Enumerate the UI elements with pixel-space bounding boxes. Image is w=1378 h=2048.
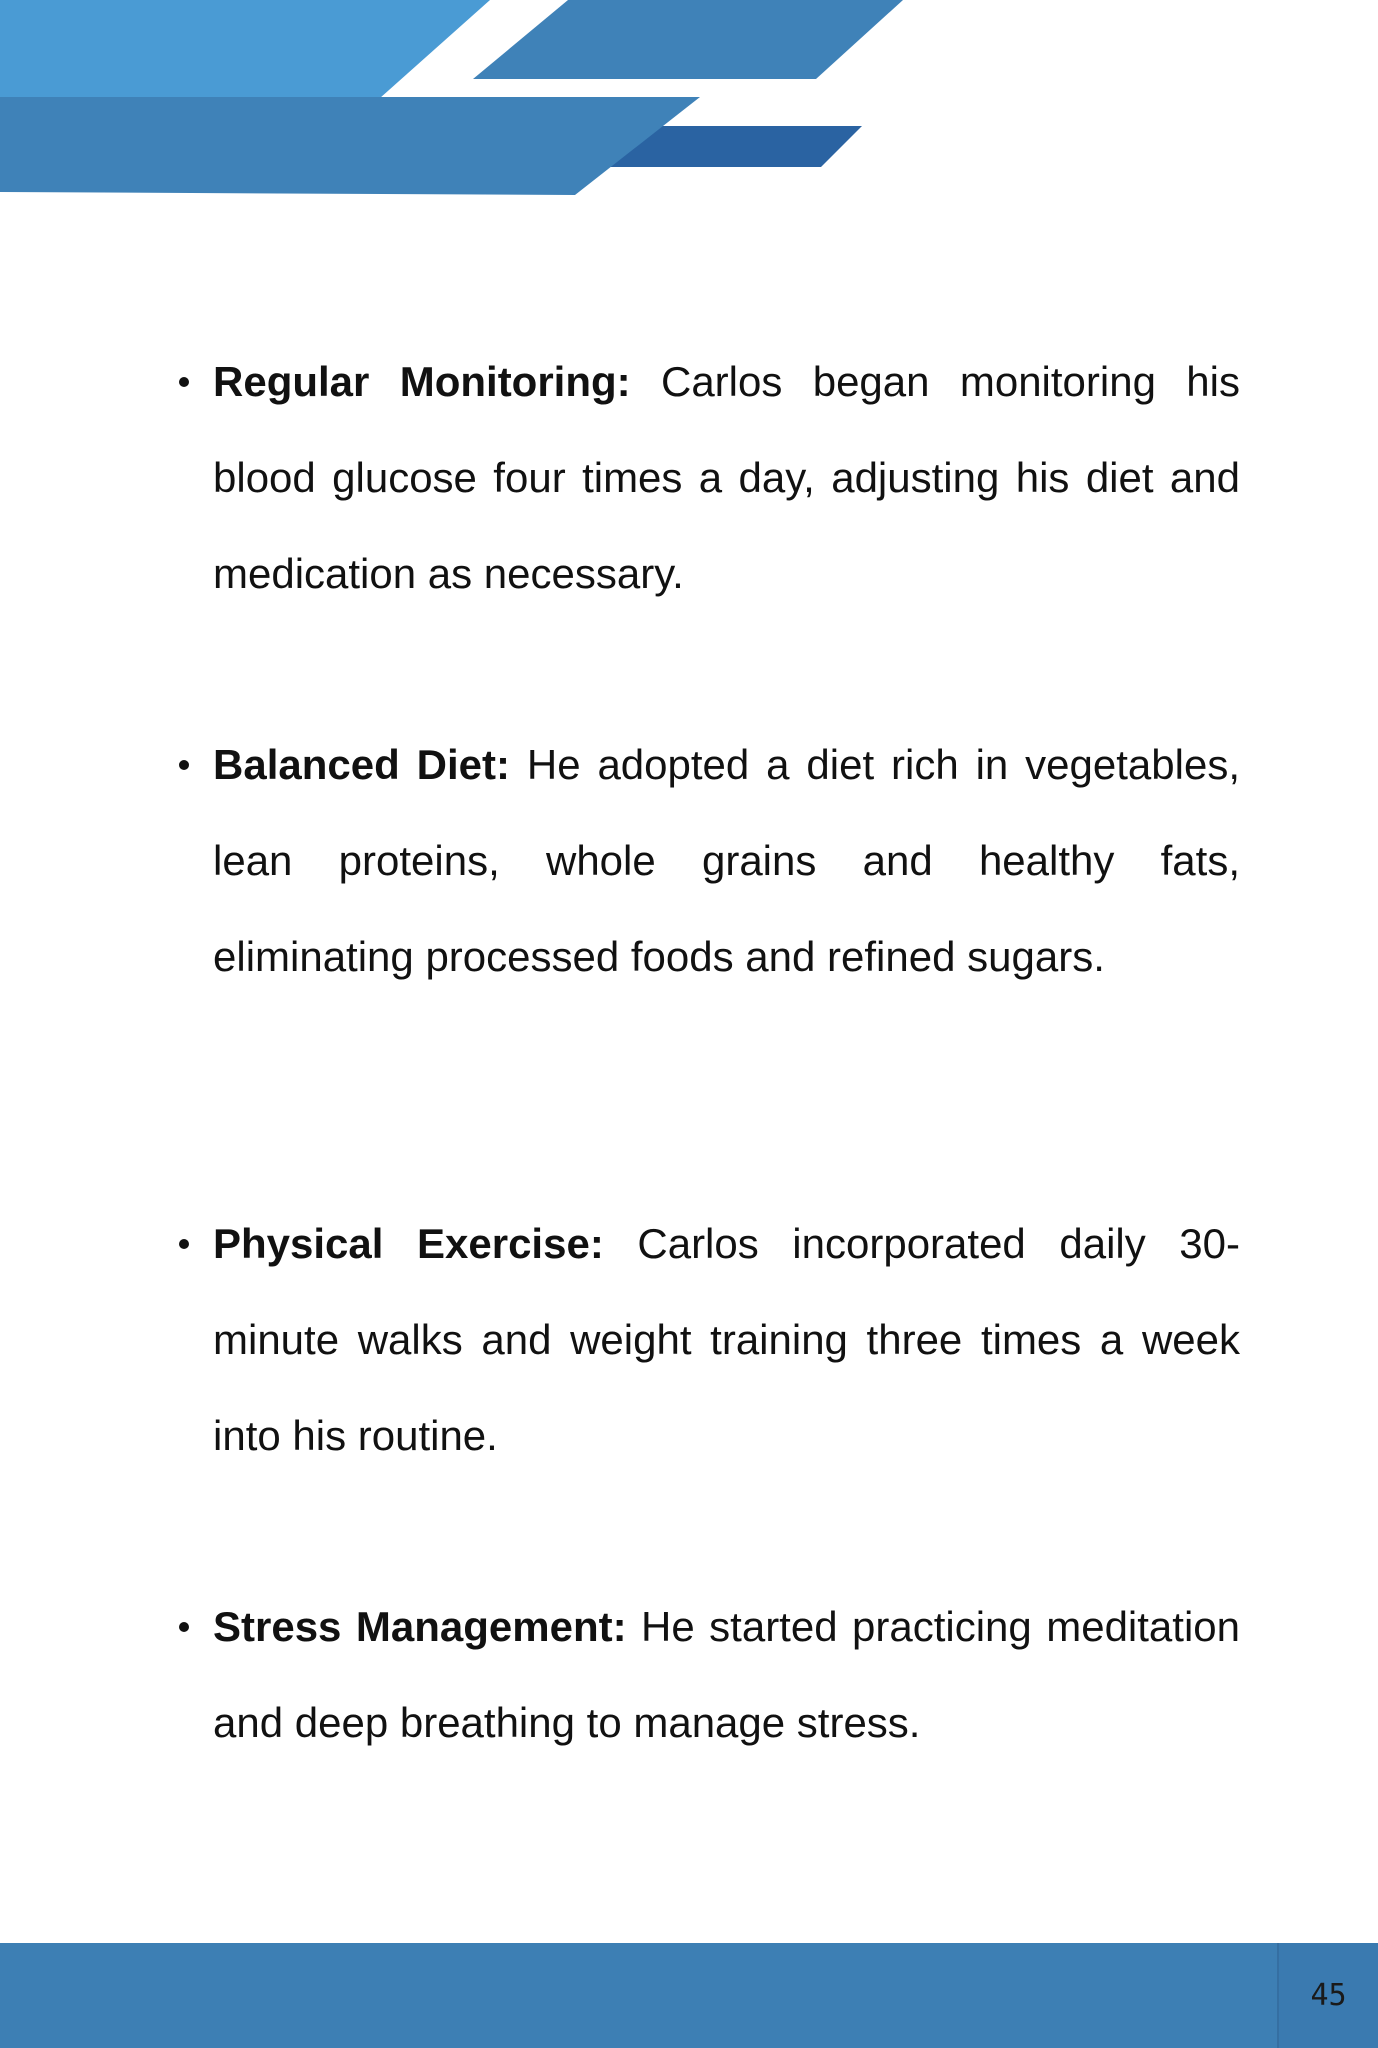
bullet-term: Stress Management: xyxy=(213,1603,627,1650)
page-number: 45 xyxy=(1277,1943,1378,2048)
bullet-dot xyxy=(179,377,189,387)
header-band-main xyxy=(0,97,700,195)
bullet-term: Balanced Diet: xyxy=(213,741,510,788)
bullet-item-physical-exercise xyxy=(213,1196,1240,1484)
bullet-text: Carlos began monitoring his blood glucose four times a day, adjusting his diet and medication as necessary. xyxy=(213,358,1240,597)
header-band-top-right xyxy=(473,0,903,79)
bullet-term: Physical Exercise: xyxy=(213,1220,604,1267)
bullet-dot xyxy=(179,760,189,770)
bullet-dot xyxy=(179,1622,189,1632)
header-band-light xyxy=(0,0,490,98)
bullet-item-balanced-diet xyxy=(213,717,1240,1005)
header-decoration xyxy=(0,0,1378,200)
bullet-item-stress-management xyxy=(213,1579,1240,1771)
bullet-term: Regular Monitoring: xyxy=(213,358,631,405)
footer-bar xyxy=(0,1943,1378,2048)
bullet-item-regular-monitoring xyxy=(213,334,1240,622)
bullet-dot xyxy=(179,1239,189,1249)
bullet-text: He started practicing meditation and deep breathing to manage stress. xyxy=(213,1603,1240,1746)
bullet-text: Carlos incorporated daily 30-minute walks and weight training three times a week into his routine. xyxy=(213,1220,1240,1459)
bullet-text: He adopted a diet rich in vegetables, lean proteins, whole grains and healthy fats, eliminating processed foods and refined sugars. xyxy=(213,741,1240,980)
